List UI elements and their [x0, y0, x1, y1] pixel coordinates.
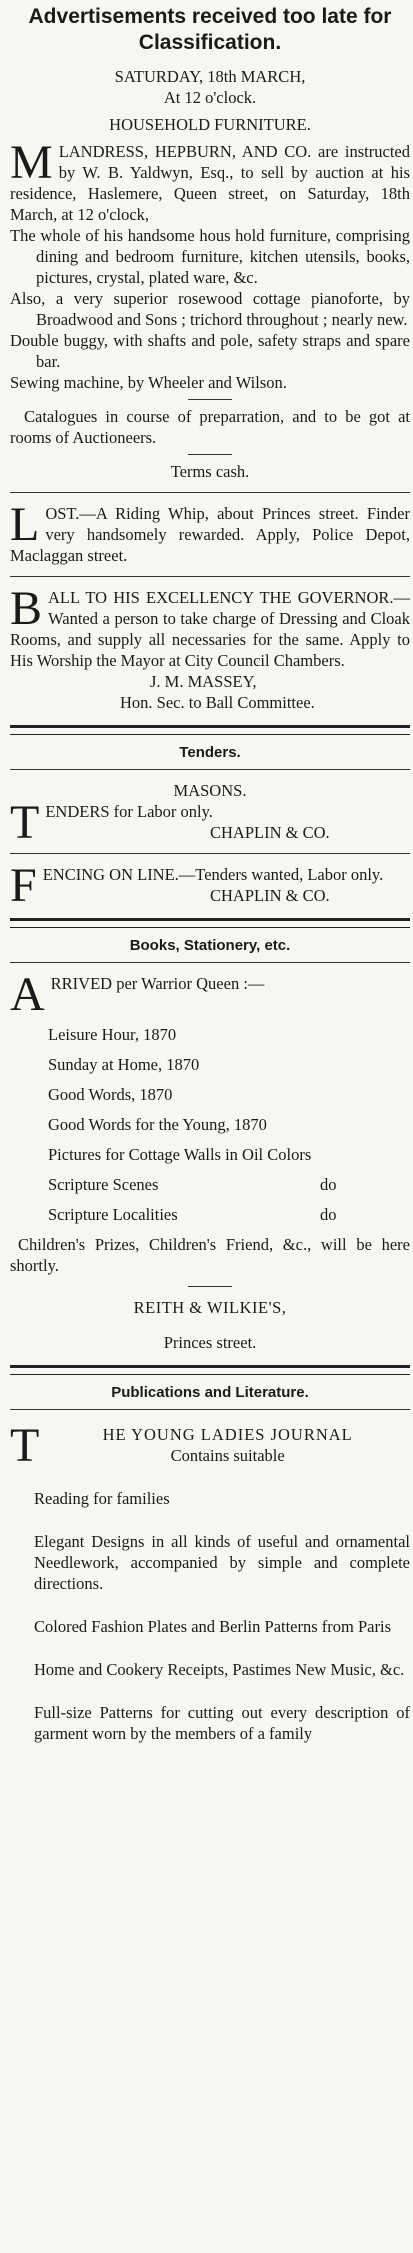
- auction-item: Double buggy, with shafts and pole, safety straps and spare bar.: [10, 331, 410, 371]
- auction-intro: LANDRESS, HEPBURN, AND CO. are instructed by W. B. Yaldwyn, Esq., to sell by auction at his residence, Haslemere, Queen street, on Saturday, 18th March, at 12 o'clock,: [10, 142, 410, 224]
- masons-firm: CHAPLIN & CO.: [210, 823, 330, 842]
- divider: [10, 1409, 410, 1410]
- drop-cap-b: B: [10, 582, 43, 635]
- ball-signer-title: Hon. Sec. to Ball Committee.: [120, 693, 315, 712]
- newspaper-column: [10, 0, 410, 1744]
- book-list-item: [10, 1204, 410, 1225]
- classification-heading: Advertisements received too late for Classification.: [28, 5, 392, 54]
- drop-cap-f: F: [10, 859, 37, 912]
- auction-item: Also, a very superior rosewood cottage pianoforte, by Broadwood and Sons ; trichord throughout ; nearly new.: [10, 289, 410, 329]
- book-ditto: [320, 1024, 410, 1045]
- divider: [188, 399, 232, 400]
- lost-ad: [10, 498, 410, 566]
- journal-title: HE YOUNG LADIES JOURNAL: [102, 1425, 353, 1444]
- section-heading-publications: Publications and Literature.: [111, 1384, 309, 1401]
- ball-signer: J. M. MASSEY,: [150, 672, 257, 691]
- journal-item: Colored Fashion Plates and Berlin Patterns from Paris: [34, 1617, 391, 1636]
- auction-intro-block: [10, 136, 410, 225]
- divider: [10, 962, 410, 963]
- fencing-ad: [10, 859, 410, 912]
- drop-cap-t2: T: [10, 1419, 40, 1472]
- book-ditto: do: [320, 1175, 337, 1194]
- fencing-firm: CHAPLIN & CO.: [210, 886, 330, 905]
- drop-cap-t: T: [10, 796, 40, 849]
- book-list-item: [10, 1144, 410, 1165]
- book-title: Scripture Scenes: [48, 1175, 159, 1194]
- book-title: Scripture Localities: [48, 1205, 178, 1224]
- ball-ad: [10, 582, 410, 713]
- auction-date: SATURDAY, 18th MARCH,: [114, 67, 306, 86]
- book-title: Sunday at Home, 1870: [48, 1055, 200, 1074]
- book-list-item: [10, 1024, 410, 1045]
- book-title: Good Words, 1870: [48, 1085, 173, 1104]
- book-ditto: [320, 1114, 410, 1135]
- journal-subtitle: Contains suitable: [170, 1446, 285, 1465]
- section-rule: [10, 725, 410, 735]
- journal-item: Reading for families: [34, 1489, 170, 1508]
- journal-item: Full-size Patterns for cutting out every description of garment worn by the members of a family: [34, 1703, 410, 1743]
- divider: [10, 492, 410, 493]
- divider: [10, 853, 410, 854]
- section-heading-tenders: Tenders.: [179, 744, 241, 761]
- auction-item: The whole of his handsome hous hold furniture, comprising dining and bedroom furniture, kitchen utensils, books, pictures, crystal, plated ware, &c.: [10, 226, 410, 287]
- book-ditto: [320, 1054, 410, 1075]
- auction-time: At 12 o'clock.: [163, 88, 257, 107]
- book-list-item: [10, 1084, 410, 1105]
- divider: [10, 576, 410, 577]
- masons-title: MASONS.: [173, 781, 247, 800]
- auction-catalogues: Catalogues in course of preparration, and to be got at rooms of Auctioneers.: [10, 407, 410, 447]
- ball-text: ALL TO HIS EXCELLENCY THE GOVERNOR.—Wanted a person to take charge of Dressing and Cloak Rooms, and supply all necessaries for the same. Apply to His Worship the Mayor at City Council Chambers.: [10, 588, 410, 670]
- furniture-auction-ad: [10, 66, 410, 482]
- journal-item: Home and Cookery Receipts, Pastimes New Music, &c.: [34, 1660, 405, 1679]
- section-rule: [10, 1365, 410, 1375]
- books-firm: REITH & WILKIE'S,: [133, 1298, 287, 1317]
- book-list-item: [10, 1114, 410, 1135]
- books-address: Princes street.: [163, 1333, 257, 1352]
- book-title: Pictures for Cottage Walls in Oil Colors: [48, 1145, 312, 1164]
- book-ditto: do: [320, 1205, 337, 1224]
- fencing-text: ENCING ON LINE.—Tenders wanted, Labor only.: [42, 865, 384, 884]
- auction-item: Sewing machine, by Wheeler and Wilson.: [10, 373, 287, 392]
- auction-terms: Terms cash.: [170, 462, 250, 481]
- masons-text: ENDERS for Labor only.: [45, 802, 213, 821]
- drop-cap-m: M: [10, 136, 53, 189]
- books-intro: RRIVED per Warrior Queen :—: [50, 974, 265, 993]
- divider: [188, 454, 232, 455]
- books-childrens: Children's Prizes, Children's Friend, &c., will be here shortly.: [10, 1235, 410, 1275]
- lost-text: OST.—A Riding Whip, about Princes street. Finder very handsomely rewarded. Apply, Police Depot, Maclaggan street.: [10, 504, 410, 565]
- book-list-item: [10, 1174, 410, 1195]
- section-heading-books: Books, Stationery, etc.: [129, 937, 291, 954]
- book-ditto: [320, 1084, 410, 1105]
- divider: [10, 769, 410, 770]
- divider: [188, 1286, 232, 1287]
- drop-cap-l: L: [10, 498, 40, 551]
- drop-cap-a: A: [10, 968, 45, 1021]
- book-title: Good Words for the Young, 1870: [48, 1115, 267, 1134]
- journal-item: Elegant Designs in all kinds of useful and ornamental Needlework, accompanied by simple and complete directions.: [34, 1532, 410, 1593]
- book-ditto: [320, 1144, 410, 1165]
- book-title: Leisure Hour, 1870: [48, 1025, 177, 1044]
- publications-ad: [10, 1419, 410, 1744]
- book-list-item: [10, 1054, 410, 1075]
- masons-ad: [10, 780, 410, 849]
- section-rule: [10, 918, 410, 928]
- books-ad: [10, 968, 410, 1353]
- auction-title: HOUSEHOLD FURNITURE.: [109, 115, 311, 134]
